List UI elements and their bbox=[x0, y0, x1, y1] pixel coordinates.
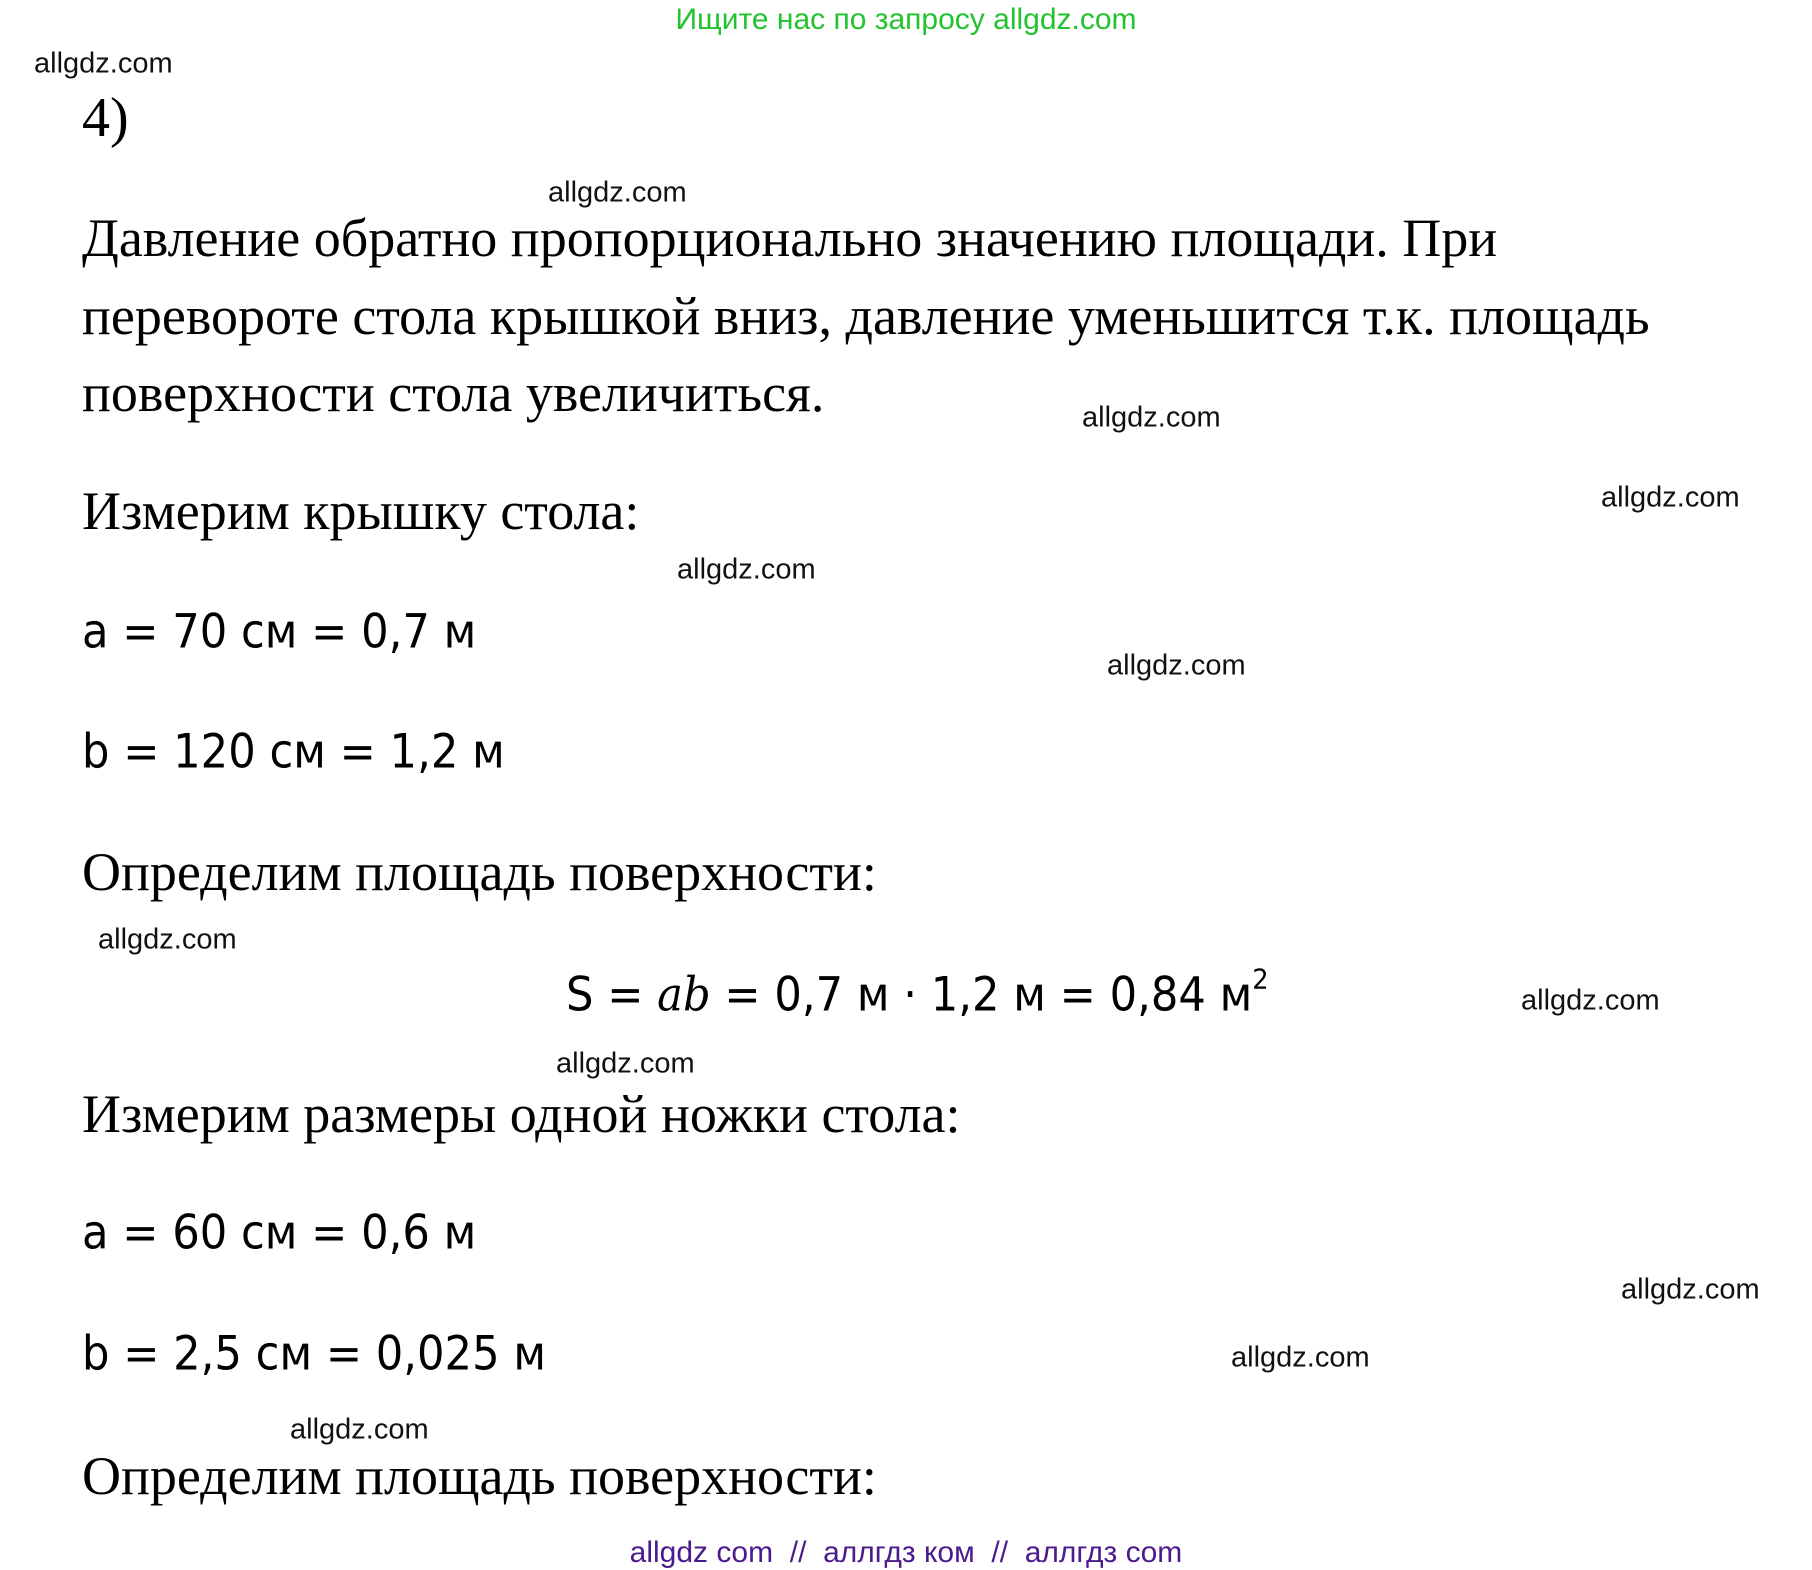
watermark: allgdz.com bbox=[34, 47, 173, 80]
watermark: allgdz.com bbox=[1107, 649, 1246, 682]
formula-left: S = bbox=[566, 967, 658, 1023]
watermark: allgdz.com bbox=[1621, 1273, 1760, 1306]
task-number: 4) bbox=[82, 87, 129, 149]
watermark: allgdz.com bbox=[1082, 401, 1221, 434]
paragraph-line-3: поверхности стола увеличиться. bbox=[82, 363, 825, 423]
watermark: allgdz.com bbox=[1521, 984, 1660, 1017]
watermark: allgdz.com bbox=[677, 553, 816, 586]
equation-b-leg: b = 2,5 см = 0,025 м bbox=[82, 1326, 546, 1382]
watermark: allgdz.com bbox=[548, 176, 687, 209]
paragraph-line-1: Давление обратно пропорционально значению площади. При bbox=[82, 208, 1498, 268]
footer-links: allgdz com // аллгдз ком // аллгдз com bbox=[629, 1536, 1183, 1569]
watermark: allgdz.com bbox=[556, 1047, 695, 1080]
paragraph-line-2: перевороте стола крышкой вниз, давление уменьшится т.к. площадь bbox=[82, 286, 1650, 346]
equation-a-leg: a = 60 см = 0,6 м bbox=[82, 1205, 477, 1261]
heading-measure-leg: Измерим размеры одной ножки стола: bbox=[82, 1084, 961, 1144]
watermark: allgdz.com bbox=[1231, 1341, 1370, 1374]
heading-area-1: Определим площадь поверхности: bbox=[82, 842, 877, 902]
formula-variable: ab bbox=[657, 967, 711, 1023]
equation-b-top: b = 120 см = 1,2 м bbox=[82, 724, 505, 780]
heading-measure-top: Измерим крышку стола: bbox=[82, 481, 640, 541]
watermark: allgdz.com bbox=[98, 923, 237, 956]
equation-a-top: a = 70 см = 0,7 м bbox=[82, 604, 477, 660]
area-formula bbox=[566, 962, 1269, 1023]
formula-exponent: 2 bbox=[1252, 962, 1269, 996]
search-banner: Ищите нас по запросу allgdz.com bbox=[675, 3, 1137, 36]
formula-right: = 0,7 м · 1,2 м = 0,84 м bbox=[710, 967, 1253, 1023]
watermark: allgdz.com bbox=[290, 1413, 429, 1446]
heading-area-2: Определим площадь поверхности: bbox=[82, 1446, 877, 1506]
watermark: allgdz.com bbox=[1601, 481, 1740, 514]
